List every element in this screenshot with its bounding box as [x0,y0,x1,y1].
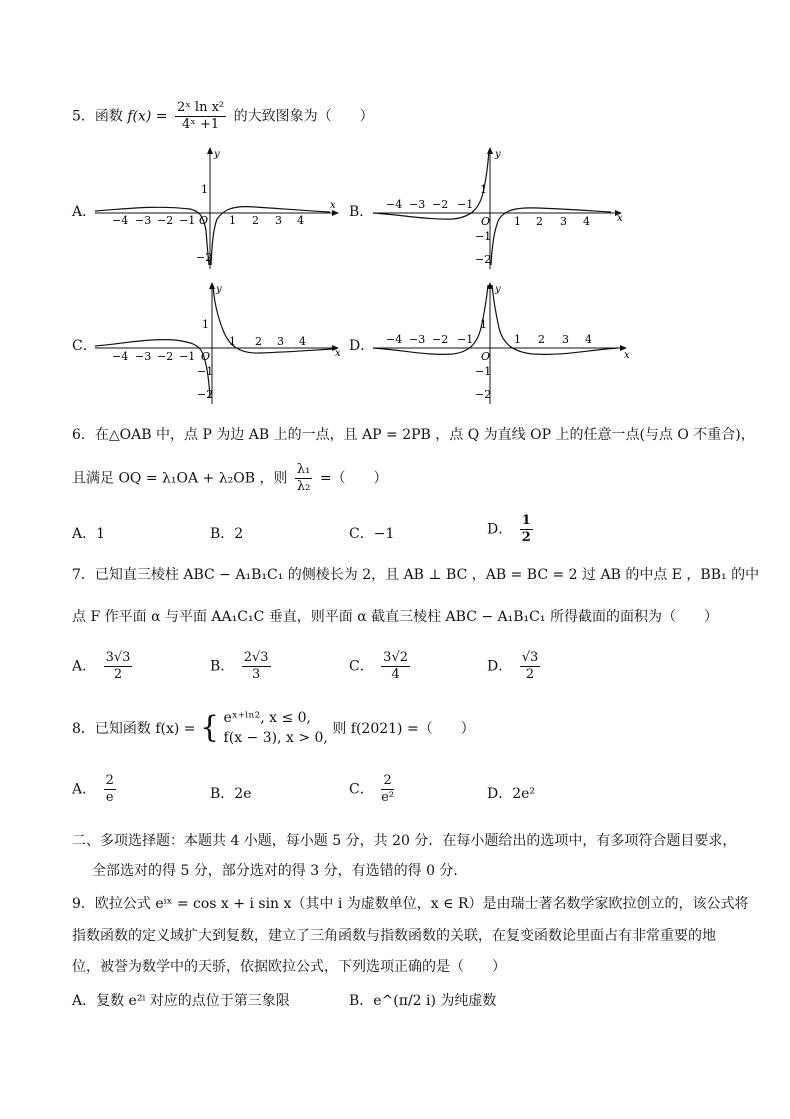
q5-c-x-tick-m3: −3 [135,350,152,363]
q5-a-x-tick-m1: −1 [179,214,196,227]
q5-c-x-tick-m1: −1 [179,350,196,363]
q5-a-x-tick-m4: −4 [112,214,129,227]
q8-option-a-den: e [105,790,114,805]
q7-option-b-num: 2√3 [243,650,269,665]
q5-d-x-tick-m2: −2 [432,333,449,346]
q9-line-3: 位，被誉为数学中的天骄，依据欧拉公式，下列选项正确的是（ ） [72,959,506,975]
q5-c-y-label: y [216,284,222,295]
q5-d-x-tick-1: 1 [514,333,521,346]
q5-suffix: 的大致图象为（ ） [233,108,374,125]
q5-c-x-tick-m4: −4 [112,350,129,363]
q6-option-a: A．1 [72,526,106,542]
q5-graph-c [95,280,345,405]
q5-b-x-tick-4: 4 [583,215,590,228]
q7-option-c [349,650,413,683]
q6-line2-prefix: 且满足 OQ = λ₁OA + λ₂OB ，则 [72,470,288,487]
q8-option-c-fraction [381,773,394,806]
q5-d-y-tick-m1: −1 [475,365,492,378]
q8-option-d: D．2e² [487,786,536,802]
q8-cases [224,708,328,748]
q7-option-c-fraction [381,650,410,683]
q7-option-d [487,650,543,683]
q6-option-d-fraction [520,513,533,546]
q6-option-c: C．−1 [349,526,395,542]
q5-c-x-tick-4: 4 [299,335,306,348]
q8-option-a-num: 2 [105,773,114,788]
q5-b-x-tick-m4: −4 [386,198,403,211]
q7-option-a-den: 2 [113,667,123,682]
q5-d-x-label: x [624,350,630,361]
q5-d-x-tick-3: 3 [562,333,569,346]
section2-line-2: 全部选对的得 5 分，部分选对的得 3 分，有选错的得 0 分． [92,863,468,879]
q5-a-x-tick-2: 2 [252,214,259,227]
q5-prefix: 5．函数 [72,108,123,125]
q6-option-d [487,513,536,546]
q5-c-x-tick-1: 1 [229,335,236,348]
q5-d-x-tick-m3: −3 [409,333,426,346]
q6-option-d-num: 1 [521,513,531,528]
q5-b-x-tick-m3: −3 [409,198,426,211]
q5-d-y-label: y [495,284,501,295]
q6-frac-num: λ₁ [296,462,311,477]
q8-option-c-label: C． [349,781,374,798]
q7-line-1: 7．已知直三棱柱 ABC − A₁B₁C₁ 的侧棱长为 2，且 AB ⊥ BC ，AB = BC = 2 过 AB 的中点 E ，BB₁ 的中 [72,567,760,583]
q7-option-a-label: A． [72,658,97,675]
q5-b-x-tick-1: 1 [514,215,521,228]
q5-graph-b [373,145,628,270]
q5-option-b-label: B． [349,204,374,220]
q5-a-y-tick-1: 1 [201,183,208,196]
q5-c-y-tick-1: 1 [202,318,209,331]
q6-option-b: B．2 [210,526,244,542]
q6-line-2 [72,462,388,495]
q9-line-2: 指数函数的定义域扩大到复数，建立了三角函数与指数函数的关联，在复变函数论里面占有非常重要的地 [72,928,716,944]
q5-d-y-tick-1: 1 [480,318,487,331]
q7-option-c-label: C． [349,658,374,675]
q6-option-d-den: 2 [521,530,531,545]
q8-case-2: f(x − 3), x > 0, [223,730,328,746]
q7-option-b-fraction [242,650,271,683]
q7-option-d-den: 2 [525,667,535,682]
q5-d-x-tick-2: 2 [538,333,545,346]
q5-c-x-tick-m2: −2 [157,350,174,363]
q6-fraction [295,462,312,495]
q6-line2-suffix: =（ ） [319,470,388,487]
q5-a-x-label: x [330,200,336,211]
q7-option-b [210,650,274,683]
q5-func-lhs: f(x) = [127,108,168,125]
q5-b-x-tick-2: 2 [536,215,543,228]
q9-option-b: B．e^(π/2 i) 为纯虚数 [349,993,497,1009]
q5-c-y-tick-m1: −1 [197,365,214,378]
q5-frac-den: 4ˣ +1 [182,117,220,132]
q5-option-a-label: A． [72,204,97,220]
q7-option-a [72,650,135,683]
q8-suffix: 则 f(2021) =（ ） [332,721,475,737]
q5-d-x-tick-4: 4 [585,333,592,346]
q7-option-a-fraction [104,650,133,683]
q6-line-1: 6．在△OAB 中，点 P 为边 AB 上的一点，且 AP = 2PB ，点 Q 为直线 OP 上的任意一点(与点 O 不重合)， [72,427,755,443]
q7-option-d-fraction [520,650,541,683]
q8-prefix: 8．已知函数 f(x) = [72,721,196,737]
q8-stem [72,708,475,748]
q5-c-x-tick-2: 2 [255,335,262,348]
q5-b-x-tick-m2: −2 [432,198,449,211]
q5-c-origin: O [201,350,211,363]
q5-option-c-label: C． [72,338,97,354]
q8-option-b: B．2e [210,786,252,802]
q5-graph-a [95,145,345,270]
q5-stem [72,100,374,133]
q5-c-x-label: x [335,348,341,359]
q5-c-y-tick-m2: −2 [197,388,214,401]
q8-case-1: eˣ⁺ˡⁿ², x ≤ 0, [223,710,312,726]
q6-frac-den: λ₂ [296,479,311,494]
q7-option-c-num: 3√2 [383,650,408,665]
q5-a-x-tick-m2: −2 [157,214,174,227]
q8-brace: { [200,710,220,745]
q5-b-y-tick-1: 1 [480,183,487,196]
q5-c-x-tick-3: 3 [277,335,284,348]
q5-b-origin: O [481,215,491,228]
q5-a-x-tick-m3: −3 [135,214,152,227]
q5-b-x-label: x [617,213,623,224]
q5-b-y-tick-m2: −2 [475,253,492,266]
q5-frac-num: 2ˣ ln x² [177,100,225,115]
q7-option-d-num: √3 [521,650,539,665]
q8-option-c [349,773,397,806]
q7-option-c-den: 4 [391,667,400,682]
q5-d-x-tick-m4: −4 [386,333,403,346]
q5-option-d-label: D． [349,338,375,354]
q5-a-origin: O [199,214,209,227]
q8-option-a-fraction [104,773,116,806]
q8-option-a [72,773,119,806]
q5-a-x-tick-1: 1 [229,214,236,227]
q7-option-d-label: D． [487,658,513,675]
q5-b-x-tick-3: 3 [560,215,567,228]
q8-option-a-label: A． [72,781,97,798]
q5-a-x-tick-3: 3 [275,214,282,227]
q5-graph-d [373,280,633,405]
q5-d-origin: O [481,350,491,363]
q5-a-y-tick-m2: −2 [196,251,213,264]
q6-option-d-label: D． [487,521,513,538]
q7-option-a-num: 3√3 [105,650,131,665]
q9-line-1: 9．欧拉公式 eⁱˣ = cos x + i sin x（其中 i 为虚数单位，x ∈ R）是由瑞士著名数学家欧拉创立的，该公式将 [72,896,749,912]
q9-option-a: A．复数 e²ⁱ 对应的点位于第三象限 [72,993,290,1009]
q7-line-2: 点 F 作平面 α 与平面 AA₁C₁C 垂直，则平面 α 截直三棱柱 ABC − A₁B₁C₁ 所得截面的面积为（ ） [72,609,718,625]
q7-option-b-label: B． [210,658,235,675]
q5-a-x-tick-4: 4 [297,214,304,227]
section2-line-1: 二、多项选择题：本题共 4 小题，每小题 5 分，共 20 分．在每小题给出的选项中，有多项符合题目要求， [72,833,737,849]
q5-b-y-label: y [495,149,501,160]
q5-d-x-tick-m1: −1 [457,333,474,346]
q5-d-y-tick-m2: −2 [475,388,492,401]
q5-b-x-tick-m1: −1 [457,198,474,211]
q8-option-c-den: e² [381,790,395,805]
q5-b-y-tick-m1: −1 [475,230,492,243]
q5-fraction [175,100,226,133]
q5-a-y-label: y [214,149,220,160]
q7-option-b-den: 3 [252,667,261,682]
q8-option-c-num: 2 [381,773,394,790]
